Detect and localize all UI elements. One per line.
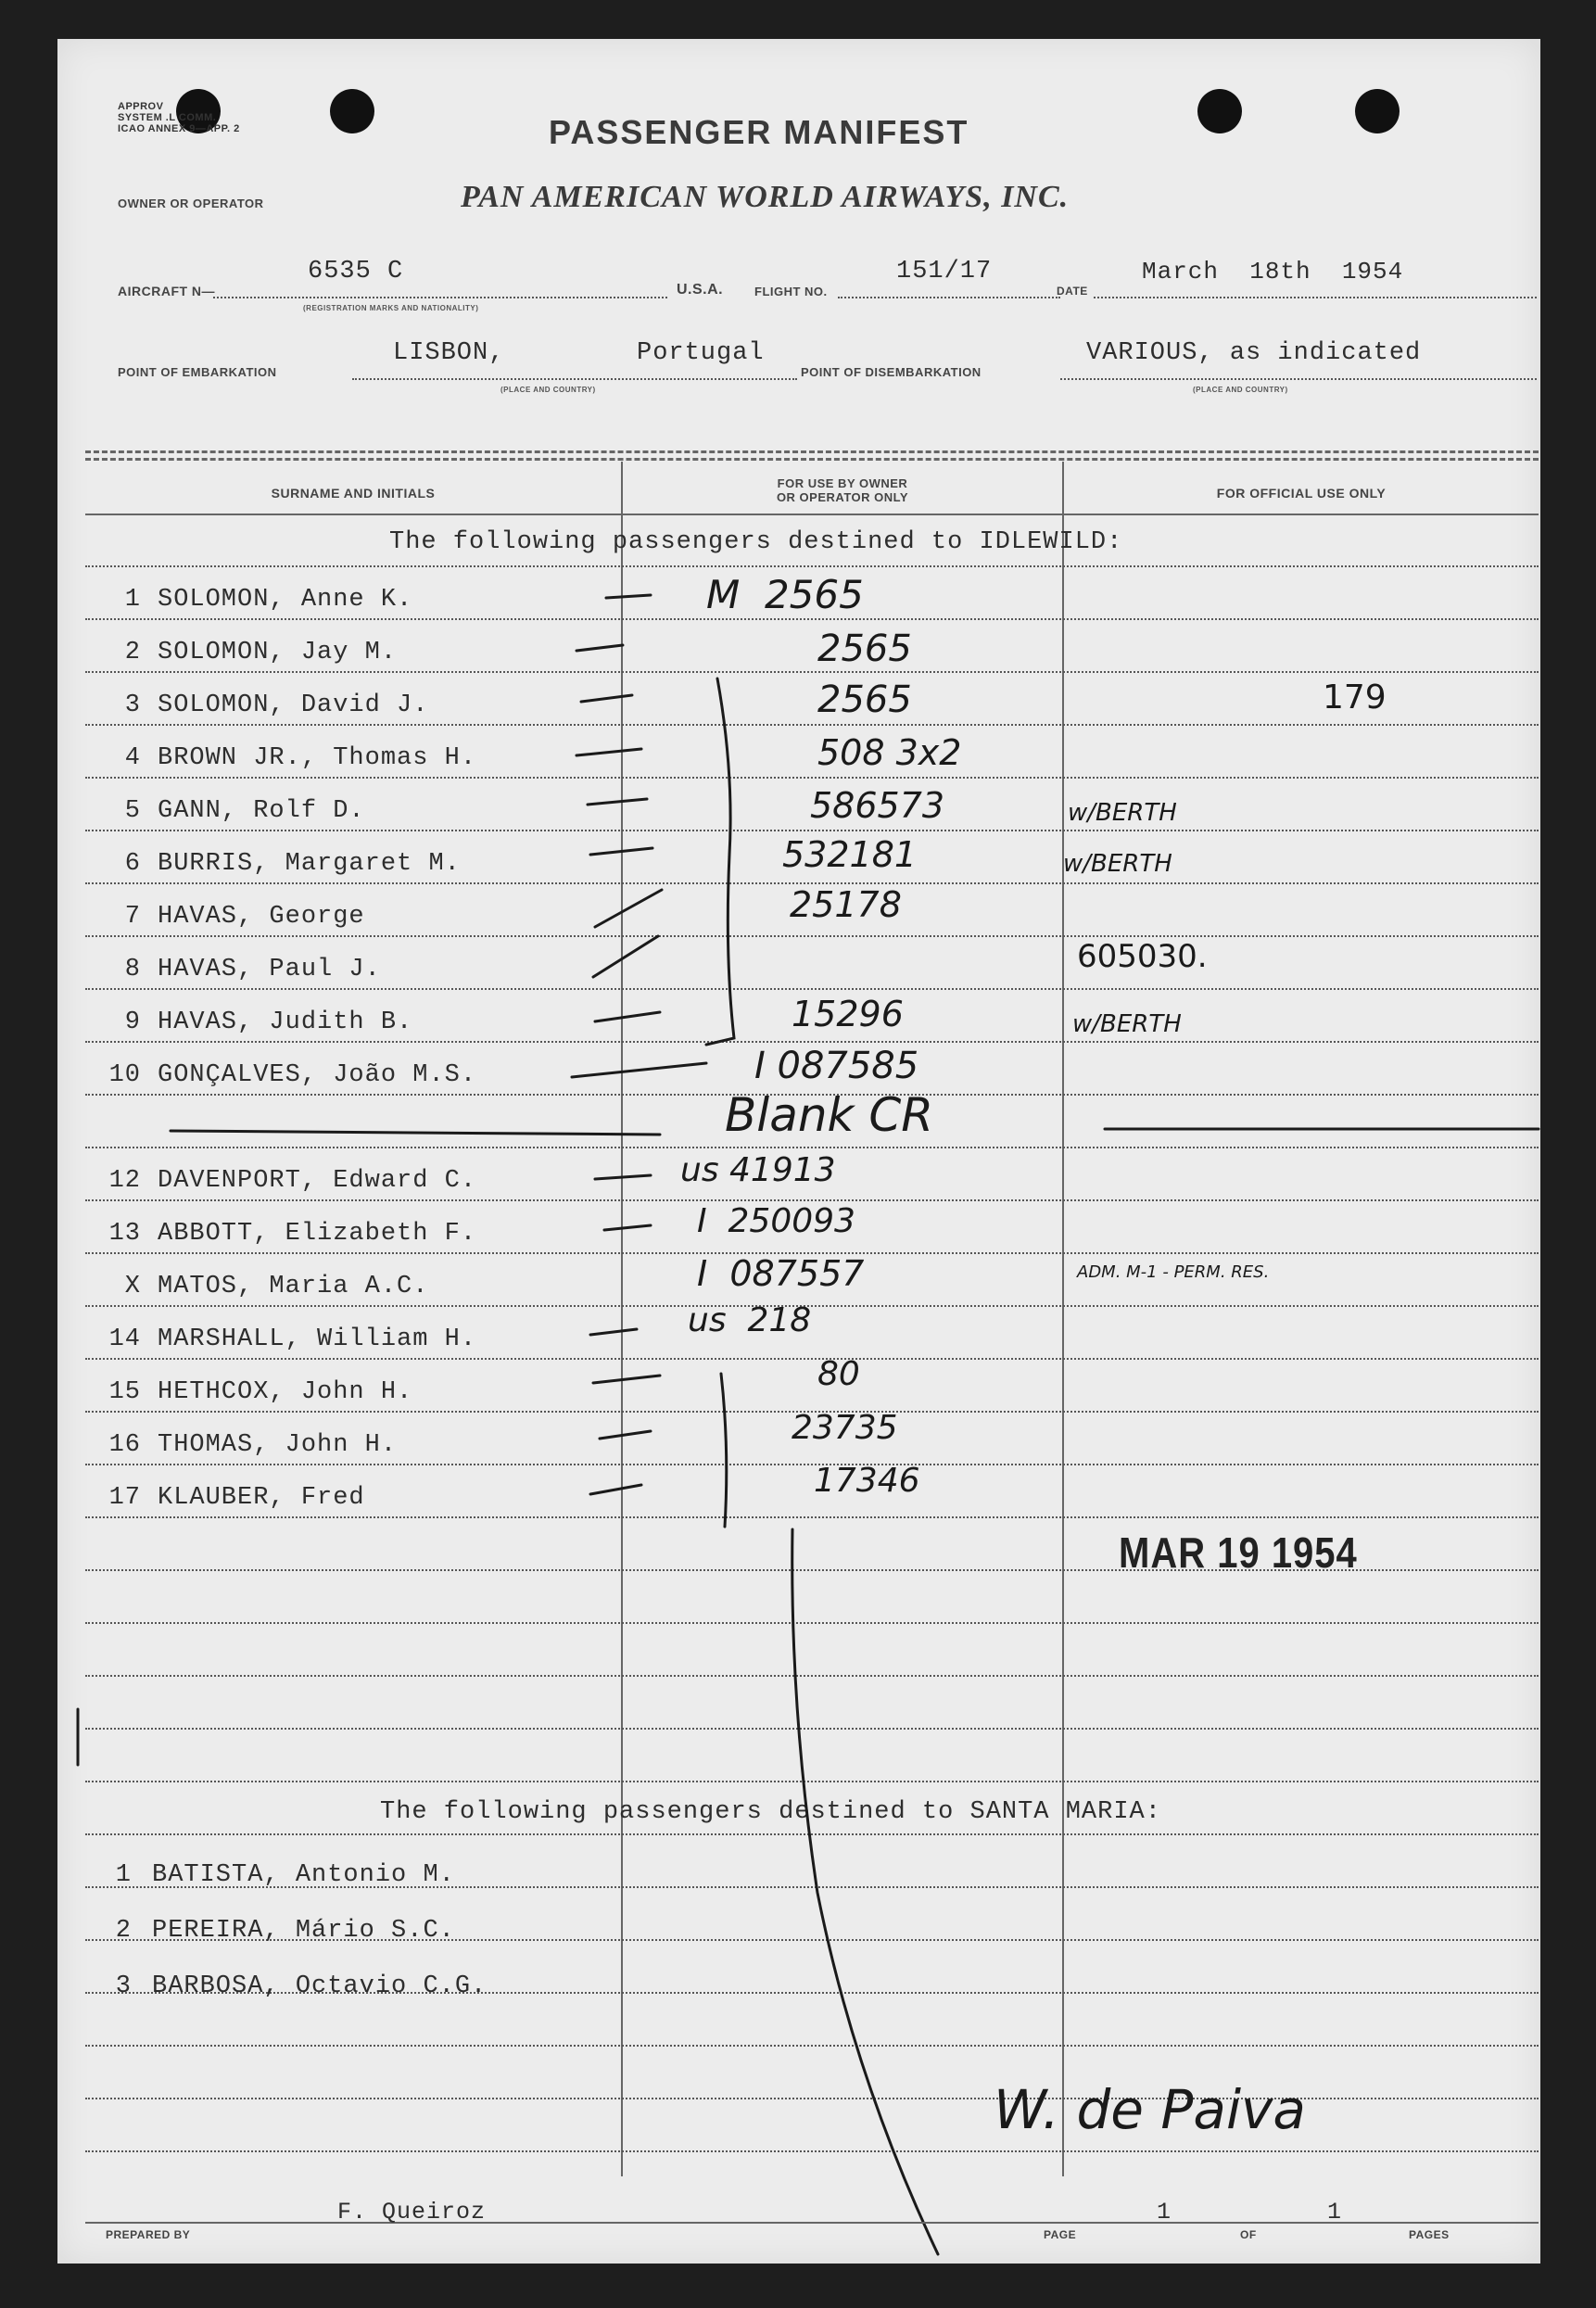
- ruled-line: [85, 1728, 1539, 1730]
- passenger-number: 7: [124, 903, 141, 931]
- received-date-stamp: MAR 19 1954: [1119, 1529, 1358, 1578]
- ref-7: 25178: [790, 884, 902, 925]
- ref-2: 2565: [817, 628, 912, 670]
- page-value: 1: [1157, 2199, 1172, 2226]
- passenger-number: 1: [115, 1861, 132, 1889]
- official-9: w/BERTH: [1072, 1010, 1182, 1038]
- table-row: [57, 628, 1540, 679]
- approval-stamp: [118, 101, 240, 134]
- of-label: OF: [1240, 2228, 1257, 2241]
- table-row: [57, 1906, 1540, 1958]
- embark-country: Portugal: [637, 339, 765, 367]
- signature: W. de Paiva: [994, 2078, 1306, 2141]
- passenger-name: ABBOTT, Elizabeth F.: [158, 1220, 477, 1248]
- passenger-number: 17: [108, 1484, 141, 1512]
- ruled-line: [85, 565, 1539, 567]
- col-header-surname: SURNAME AND INITIALS: [271, 486, 436, 501]
- approval-line-2: SYSTEM .L COMM.: [118, 112, 217, 123]
- ref-10: I 087585: [754, 1045, 919, 1087]
- prepared-by-label: PREPARED BY: [106, 2228, 191, 2241]
- punch-hole-2: [330, 89, 374, 133]
- aircraft-label: AIRCRAFT N—: [118, 284, 216, 298]
- embark-label: POINT OF EMBARKATION: [118, 365, 277, 379]
- passenger-number: 6: [124, 850, 141, 878]
- page-title: PASSENGER MANIFEST: [549, 113, 969, 151]
- passenger-name: HETHCOX, John H.: [158, 1378, 413, 1406]
- punch-hole-4: [1355, 89, 1400, 133]
- ruled-line: [85, 1622, 1539, 1624]
- passenger-name: HAVAS, George: [158, 903, 365, 931]
- date-label: DATE: [1057, 285, 1088, 298]
- owner-value: PAN AMERICAN WORLD AIRWAYS, INC.: [461, 180, 1070, 214]
- passenger-number: 12: [108, 1167, 141, 1195]
- section-santa-maria-heading: The following passengers destined to SANTA MARIA:: [380, 1798, 1161, 1826]
- passenger-name: THOMAS, John H.: [158, 1431, 398, 1459]
- disembark-label: POINT OF DISEMBARKATION: [801, 365, 982, 379]
- disembark-note: (PLACE AND COUNTRY): [1193, 386, 1288, 394]
- ruled-line: [85, 2045, 1539, 2047]
- passenger-name: SOLOMON, Jay M.: [158, 639, 398, 666]
- ref-15: 80: [817, 1355, 860, 1393]
- passenger-number: 2: [115, 1917, 132, 1945]
- passenger-number: 16: [108, 1431, 141, 1459]
- table-row: [57, 1850, 1540, 1902]
- table-row: [57, 945, 1540, 996]
- passenger-name: PEREIRA, Mário S.C.: [152, 1917, 455, 1945]
- passenger-name: BATISTA, Antonio M.: [152, 1861, 455, 1889]
- aircraft-value: 6535 C: [308, 258, 404, 285]
- ref-1: M 2565: [706, 572, 864, 617]
- approval-line-3: ICAO ANNEX 9—APP. 2: [118, 123, 240, 134]
- col-header-operator-line-2: OR OPERATOR ONLY: [776, 490, 909, 504]
- registration-note: (REGISTRATION MARKS AND NATIONALITY): [303, 304, 479, 312]
- passenger-name: BROWN JR., Thomas H.: [158, 744, 477, 772]
- ref-3: 2565: [817, 678, 912, 721]
- ref-4: 508 3x2: [817, 732, 962, 773]
- ruled-line: [85, 2098, 1539, 2099]
- of-value: 1: [1327, 2199, 1343, 2226]
- passenger-name: GANN, Rolf D.: [158, 797, 365, 825]
- col-header-operator: [623, 476, 1062, 504]
- ref-11-blank: Blank CR: [725, 1088, 934, 1142]
- passenger-number: 4: [124, 744, 141, 772]
- table-row: [57, 1473, 1540, 1525]
- table-row: [57, 680, 1540, 732]
- embark-note: (PLACE AND COUNTRY): [500, 386, 596, 394]
- passenger-number: X: [124, 1273, 141, 1300]
- ref-17: 17346: [814, 1462, 920, 1500]
- flight-label: FLIGHT NO.: [754, 285, 828, 298]
- passenger-number: 3: [115, 1972, 132, 2000]
- passenger-number: 9: [124, 1008, 141, 1036]
- official-6: w/BERTH: [1063, 850, 1172, 878]
- manifest-page: [57, 39, 1540, 2264]
- flight-value: 151/17: [896, 258, 993, 285]
- page-label: PAGE: [1044, 2228, 1077, 2241]
- passenger-number: 1: [124, 586, 141, 614]
- passenger-number: 14: [108, 1325, 141, 1353]
- ref-6: 532181: [782, 834, 918, 875]
- passenger-name: BARBOSA, Octavio C.G.: [152, 1972, 488, 2000]
- table-row: [57, 733, 1540, 785]
- official-matos: ADM. M-1 - PERM. RES.: [1077, 1262, 1270, 1282]
- embark-city: LISBON,: [393, 339, 505, 367]
- passenger-name: SOLOMON, Anne K.: [158, 586, 413, 614]
- table-row: [57, 786, 1540, 838]
- ruled-line: [85, 1781, 1539, 1782]
- punch-hole-3: [1197, 89, 1242, 133]
- passenger-number: 5: [124, 797, 141, 825]
- disembark-value: VARIOUS, as indicated: [1086, 339, 1422, 367]
- passenger-number: 3: [124, 691, 141, 719]
- official-3: 179: [1323, 678, 1387, 716]
- official-8: 605030.: [1077, 938, 1208, 975]
- ruled-line: [85, 2150, 1539, 2152]
- ref-13: I 250093: [697, 1202, 855, 1240]
- passenger-number: 10: [108, 1061, 141, 1089]
- official-5: w/BERTH: [1068, 799, 1177, 827]
- ref-12: us 41913: [680, 1151, 836, 1189]
- ref-matos: I 087557: [697, 1253, 865, 1294]
- ref-16: 23735: [792, 1409, 898, 1447]
- passenger-name: DAVENPORT, Edward C.: [158, 1167, 477, 1195]
- passenger-name: KLAUBER, Fred: [158, 1484, 365, 1512]
- passenger-number: 15: [108, 1378, 141, 1406]
- ref-9: 15296: [792, 994, 904, 1034]
- prepared-by-value: F. Queiroz: [337, 2199, 487, 2226]
- passenger-name: MATOS, Maria A.C.: [158, 1273, 429, 1300]
- pages-label: PAGES: [1409, 2228, 1450, 2241]
- passenger-name: HAVAS, Paul J.: [158, 956, 381, 983]
- col-header-operator-line-1: FOR USE BY OWNER: [777, 476, 908, 490]
- ruled-line: [85, 1833, 1539, 1835]
- passenger-name: BURRIS, Margaret M.: [158, 850, 461, 878]
- passenger-name: SOLOMON, David J.: [158, 691, 429, 719]
- passenger-number: 8: [124, 956, 141, 983]
- ref-14: us 218: [688, 1301, 812, 1339]
- passenger-number: 13: [108, 1220, 141, 1248]
- approval-line-1: APPROV: [118, 101, 164, 112]
- passenger-name: GONÇALVES, João M.S.: [158, 1061, 477, 1089]
- ruled-line: [85, 1675, 1539, 1677]
- passenger-name: HAVAS, Judith B.: [158, 1008, 413, 1036]
- passenger-name: MARSHALL, William H.: [158, 1325, 477, 1353]
- col-header-official: FOR OFFICIAL USE ONLY: [1216, 486, 1387, 501]
- section-idlewild-heading: The following passengers destined to IDLEWILD:: [389, 528, 1123, 556]
- usa-label: U.S.A.: [677, 282, 724, 298]
- date-value: March 18th 1954: [1142, 258, 1404, 285]
- passenger-number: 2: [124, 639, 141, 666]
- ref-5: 586573: [810, 785, 945, 826]
- table-row: [57, 1961, 1540, 2013]
- owner-label: OWNER OR OPERATOR: [118, 197, 264, 210]
